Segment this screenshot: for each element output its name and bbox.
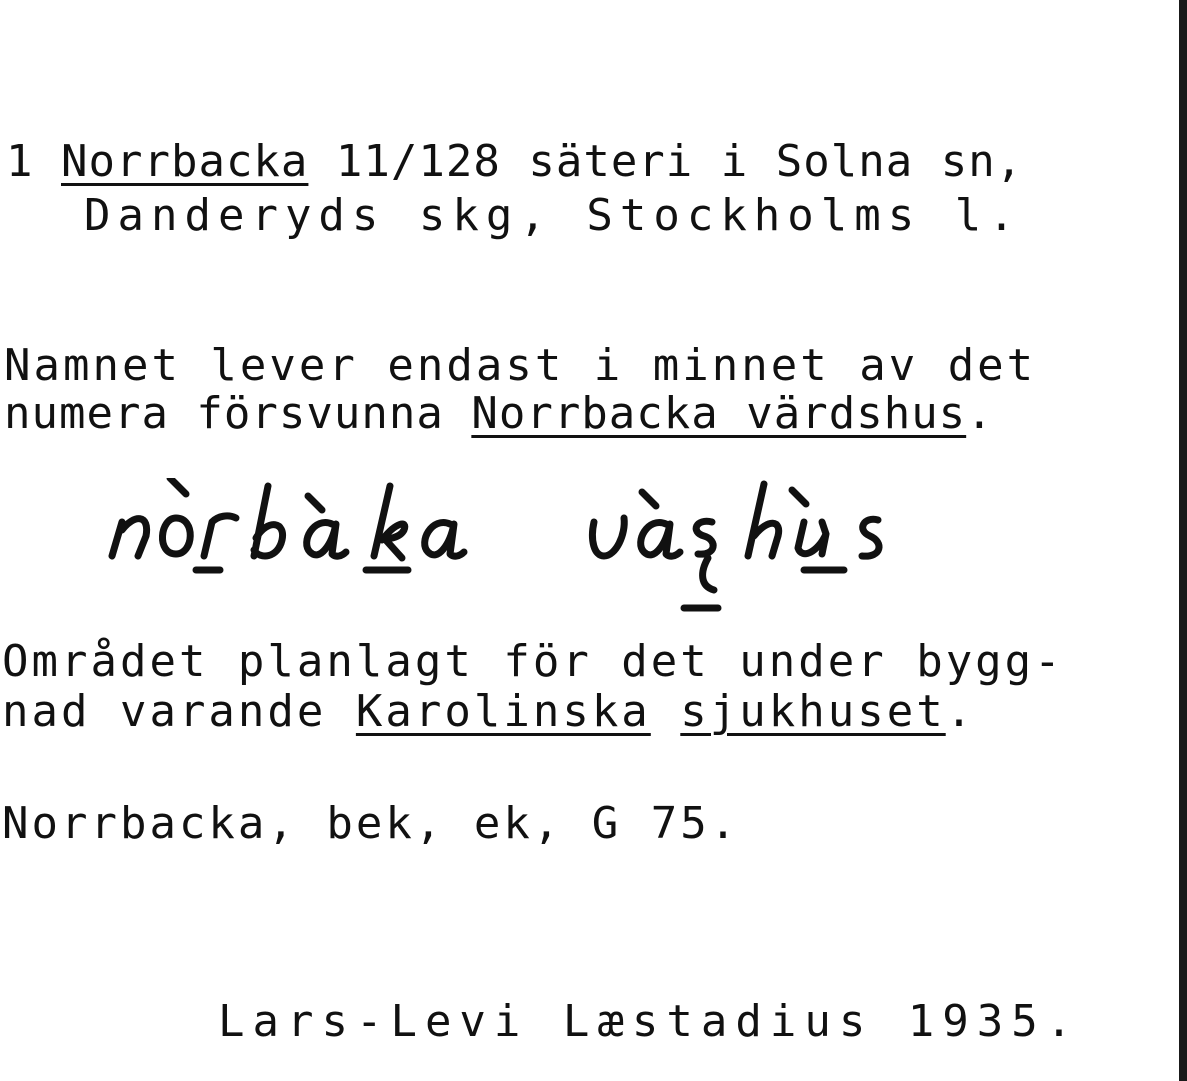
card-right-edge <box>1179 0 1187 1081</box>
heading-number: 1 <box>6 136 34 187</box>
paragraph-2-line-2 <box>2 686 976 737</box>
reference-line: Norrbacka, bek, ek, G 75. <box>2 798 740 849</box>
paragraph-2-line-1: Området planlagt för det under bygg- <box>2 636 1064 687</box>
handwritten-pronunciation <box>104 478 944 618</box>
paragraph-1-line-1: Namnet lever endast i minnet av det <box>4 340 1037 391</box>
handwritten-pronunciation-glyphs <box>104 478 944 618</box>
signature-line: Lars-Levi Læstadius 1935. <box>218 996 1081 1047</box>
paragraph-1-line-2 <box>4 388 994 439</box>
heading-rest: 11/128 säteri i Solna sn, <box>308 136 1024 187</box>
paragraph-1-prefix: numera försvunna <box>4 388 472 439</box>
heading-line-2: Danderyds skg, Stockholms l. <box>84 190 1022 241</box>
paragraph-2-suffix: . <box>945 686 976 737</box>
paragraph-1-suffix: . <box>966 388 994 439</box>
paragraph-1-underlined-name: Norrbacka värdshus <box>471 388 967 439</box>
paragraph-2-underlined-sjukhuset: sjukhuset <box>680 686 946 737</box>
heading-place-name: Norrbacka <box>61 136 309 187</box>
paragraph-2-space <box>651 686 681 737</box>
heading-line-1 <box>6 136 1024 187</box>
paragraph-2-prefix: nad varande <box>2 686 356 737</box>
paragraph-2-underlined-karolinska: Karolinska <box>355 686 651 737</box>
